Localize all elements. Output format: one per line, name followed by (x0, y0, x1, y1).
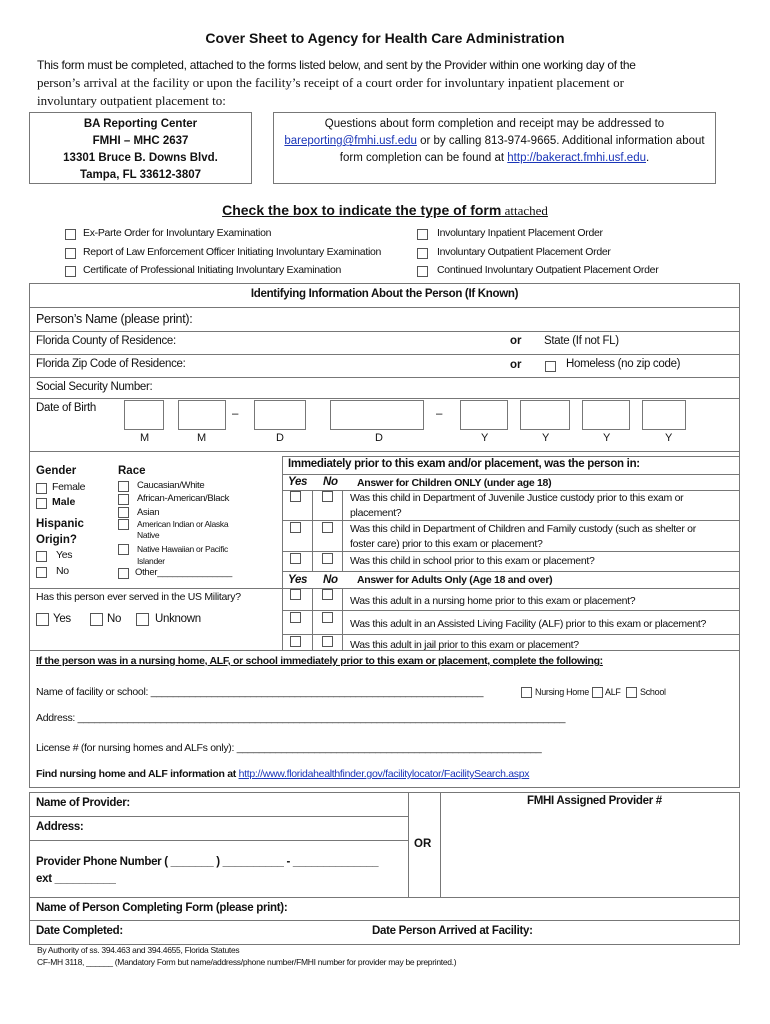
dob-letter: M (197, 432, 207, 444)
divider (282, 551, 740, 552)
dob-letter: D (276, 432, 284, 444)
gender-label: Gender (36, 465, 77, 477)
a2-question: Was this adult in an Assisted Living Facility (ALF) prior to this exam or placement? (350, 618, 707, 630)
dob-year-1[interactable] (460, 400, 508, 430)
address-lines (29, 116, 252, 184)
page-title: Cover Sheet to Agency for Health Care Administration (205, 30, 565, 46)
dob-letter: Y (665, 432, 673, 444)
military-no-label: No (107, 613, 122, 625)
a1-yes-checkbox[interactable] (290, 589, 301, 600)
dob-letter: Y (542, 432, 550, 444)
provider-ext-line: ext __________ (36, 873, 116, 885)
questions-line-2 (273, 133, 716, 150)
intro-text (37, 56, 737, 110)
divider (29, 354, 740, 355)
race-asian-checkbox[interactable] (118, 507, 129, 518)
military-yes-checkbox[interactable] (36, 613, 49, 626)
nursing-home-label: Nursing Home (535, 687, 589, 697)
divider (282, 610, 740, 611)
divider (312, 588, 313, 651)
divider (29, 920, 740, 921)
c2-line-2: foster care) prior to this exam or placement? (350, 538, 543, 550)
race-native-label (137, 519, 228, 541)
divider (29, 307, 740, 308)
or-label-provider: OR (414, 838, 432, 850)
divider (29, 331, 740, 332)
school-checkbox[interactable] (626, 687, 637, 698)
hispanic-label-1: Hispanic (36, 518, 84, 530)
race-white-label: Caucasian/White (137, 480, 205, 491)
license-line: License # (for nursing homes and ALFs only): _______________________________________________________ (36, 742, 542, 754)
nursing-home-checkbox[interactable] (521, 687, 532, 698)
race-black-checkbox[interactable] (118, 494, 129, 505)
dob-letter: Y (603, 432, 611, 444)
race-native-line-1: American Indian or Alaska (137, 519, 229, 529)
divider (282, 588, 740, 589)
race-native-line-2: Native (137, 530, 160, 540)
or-label-2: or (510, 359, 522, 371)
race-asian-label: Asian (137, 507, 160, 518)
divider (29, 377, 740, 378)
divider (282, 571, 740, 572)
dob-year-4[interactable] (642, 400, 686, 430)
race-pacific-line-2: Islander (137, 556, 165, 566)
homeless-checkbox[interactable] (545, 361, 556, 372)
questions-line-1: Questions about form completion and receipt may be addressed to (324, 118, 665, 130)
check-heading (0, 202, 770, 220)
find-line-pre: Find nursing home and ALF information at (36, 768, 239, 780)
dob-letter: D (375, 432, 383, 444)
person-section-heading: Identifying Information About the Person (If Known) (250, 288, 519, 300)
military-no-checkbox[interactable] (90, 613, 103, 626)
exparte-label: Ex-Parte Order for Involuntary Examination (83, 227, 272, 239)
a3-yes-checkbox[interactable] (290, 636, 301, 647)
school-label: School (640, 687, 666, 697)
divider (440, 792, 441, 897)
male-label: Male (52, 496, 76, 508)
provider-section-frame (29, 792, 740, 945)
dob-day-2[interactable] (330, 400, 424, 430)
adults-no-header: No (323, 574, 338, 586)
divider (408, 792, 409, 897)
a1-no-checkbox[interactable] (322, 589, 333, 600)
bakeract-link[interactable]: http://bakeract.fmhi.usf.edu (507, 152, 646, 164)
divider (282, 634, 740, 635)
race-pacific-checkbox[interactable] (118, 544, 129, 555)
dob-month-2[interactable] (178, 400, 226, 430)
ssn-label: Social Security Number: (36, 381, 153, 393)
male-checkbox[interactable] (36, 498, 47, 509)
outpatient-label: Involuntary Outpatient Placement Order (437, 246, 611, 258)
completer-label: Name of Person Completing Form (please print): (36, 902, 288, 914)
a3-question: Was this adult in jail prior to this exam or placement? (350, 639, 579, 651)
facility-heading: If the person was in a nursing home, ALF, or school immediately prior to this exam or placement, complete the following: (36, 655, 603, 667)
female-checkbox[interactable] (36, 483, 47, 494)
address-line-1: BA Reporting Center (83, 118, 198, 130)
alf-checkbox[interactable] (592, 687, 603, 698)
military-yes-label: Yes (53, 613, 71, 625)
a3-no-checkbox[interactable] (322, 636, 333, 647)
race-other-label: Other_______________ (135, 567, 233, 578)
a2-no-checkbox[interactable] (322, 612, 333, 623)
county-label: Florida County of Residence: (36, 335, 176, 347)
divider (342, 490, 343, 572)
adults-yes-header: Yes (288, 574, 308, 586)
address-line-3: 13301 Bruce B. Downs Blvd. (63, 152, 218, 164)
military-unknown-label: Unknown (155, 613, 201, 625)
c3-no-checkbox[interactable] (322, 553, 333, 564)
intro-line-3: involuntary outpatient placement to: (37, 93, 226, 108)
divider (29, 588, 282, 589)
dob-month-1[interactable] (124, 400, 164, 430)
dob-label: Date of Birth (36, 402, 97, 414)
a1-question: Was this adult in a nursing home prior to this exam or placement? (350, 595, 636, 607)
state-label: State (If not FL) (544, 335, 619, 347)
certificate-checkbox[interactable] (65, 266, 76, 277)
questions-line-2-rest: or by calling 813-974-9665. Additional information about (416, 135, 705, 147)
address-line-2: FMHI – MHC 2637 (92, 135, 189, 147)
race-pacific-label (137, 543, 228, 567)
law-enforcement-label: Report of Law Enforcement Officer Initiating Involuntary Examination (83, 246, 382, 258)
race-label: Race (118, 465, 146, 477)
inpatient-label: Involuntary Inpatient Placement Order (437, 227, 603, 239)
date-arrived-label: Date Person Arrived at Facility: (372, 925, 533, 937)
c2-yes-checkbox[interactable] (290, 522, 301, 533)
divider (282, 474, 740, 475)
exparte-checkbox[interactable] (65, 229, 76, 240)
hispanic-no-checkbox[interactable] (36, 567, 47, 578)
dob-letter: Y (481, 432, 489, 444)
dob-letter: M (140, 432, 150, 444)
continued-outpatient-checkbox[interactable] (417, 266, 428, 277)
questions-line-3 (273, 150, 716, 167)
adults-heading: Answer for Adults Only (Age 18 and over) (357, 574, 553, 586)
person-name-label: Person’s Name (please print): (36, 312, 193, 326)
find-line (36, 768, 529, 780)
c2-no-checkbox[interactable] (322, 522, 333, 533)
or-label-1: or (510, 335, 522, 347)
military-unknown-checkbox[interactable] (136, 613, 149, 626)
law-enforcement-checkbox[interactable] (65, 248, 76, 259)
divider (29, 897, 740, 898)
hispanic-label-2: Origin? (36, 534, 77, 546)
inpatient-checkbox[interactable] (417, 229, 428, 240)
address-line-4: Tampa, FL 33612-3807 (79, 169, 202, 181)
dob-dash-1: – (232, 408, 239, 420)
footer-authority: By Authority of ss. 394.463 and 394.4655, Florida Statutes (37, 945, 240, 955)
questions-line-3-post: . (646, 152, 650, 164)
a2-yes-checkbox[interactable] (290, 612, 301, 623)
c2-line-1: Was this child in Department of Children and Family custody (such as shelter or (350, 523, 696, 535)
c1-question (350, 491, 683, 521)
alf-label: ALF (605, 687, 621, 697)
c1-no-checkbox[interactable] (322, 491, 333, 502)
children-yes-header: Yes (288, 476, 308, 488)
footer-form-number: CF-MH 3118, ______ (Mandatory Form but name/address/phone number/FMHI number for provider may be preprinted.) (37, 957, 457, 967)
homeless-label: Homeless (no zip code) (566, 358, 681, 370)
c1-yes-checkbox[interactable] (290, 491, 301, 502)
questions-line-3-pre: form completion can be found at (339, 152, 508, 164)
race-black-label: African-American/Black (137, 493, 230, 504)
divider (29, 840, 408, 841)
dob-day-1[interactable] (254, 400, 306, 430)
questions-text (273, 116, 716, 167)
intro-line-1: This form must be completed, attached to the forms listed below, and sent by the Provider within one working day of the (37, 58, 636, 72)
prior-section-heading: Immediately prior to this exam and/or placement, was the person in: (288, 458, 640, 470)
fmhi-provider-label: FMHI Assigned Provider # (527, 795, 662, 807)
healthfinder-link[interactable]: http://www.floridahealthfinder.gov/facilitylocator/FacilitySearch.aspx (238, 768, 530, 780)
divider (312, 490, 313, 572)
outpatient-checkbox[interactable] (417, 248, 428, 259)
hispanic-yes-checkbox[interactable] (36, 551, 47, 562)
provider-name-label: Name of Provider: (36, 797, 130, 809)
provider-address-label: Address: (36, 821, 84, 833)
check-heading-rest: attached (501, 203, 548, 218)
divider (29, 451, 740, 452)
c1-line-2: placement? (350, 507, 402, 519)
race-other-checkbox[interactable] (118, 568, 129, 579)
email-link[interactable]: bareporting@fmhi.usf.edu (284, 135, 417, 147)
divider (282, 520, 740, 521)
children-heading: Answer for Children ONLY (under age 18) (357, 477, 552, 489)
c3-question: Was this child in school prior to this exam or placement? (350, 555, 595, 567)
check-heading-bold: Check the box to indicate the type of form (222, 202, 502, 218)
intro-line-2: person’s arrival at the facility or upon the facility’s receipt of a court order for involuntary inpatient placement or (37, 75, 624, 90)
divider (29, 398, 740, 399)
c2-question (350, 522, 696, 552)
dob-year-3[interactable] (582, 400, 630, 430)
facility-name-line: Name of facility or school: ____________________________________________________________ (36, 686, 484, 698)
female-label: Female (52, 481, 86, 493)
military-question: Has this person ever served in the US Military? (36, 591, 241, 603)
divider (29, 816, 408, 817)
hispanic-yes-label: Yes (56, 549, 73, 561)
date-completed-label: Date Completed: (36, 925, 123, 937)
divider (342, 588, 343, 651)
zip-label: Florida Zip Code of Residence: (36, 358, 186, 370)
provider-phone-line: Provider Phone Number ( _______ ) __________ - ______________ (36, 856, 379, 868)
children-no-header: No (323, 476, 338, 488)
dob-dash-2: – (436, 408, 443, 420)
continued-outpatient-label: Continued Involuntary Outpatient Placement Order (437, 264, 659, 276)
race-white-checkbox[interactable] (118, 481, 129, 492)
race-native-checkbox[interactable] (118, 519, 129, 530)
hispanic-no-label: No (56, 565, 69, 577)
race-pacific-line-1: Native Hawaiian or Pacific (137, 544, 228, 554)
dob-year-2[interactable] (520, 400, 570, 430)
facility-address-line: Address: ________________________________________________________________________________________ (36, 712, 566, 724)
c3-yes-checkbox[interactable] (290, 553, 301, 564)
c1-line-1: Was this child in Department of Juvenile Justice custody prior to this exam or (350, 492, 684, 504)
certificate-label: Certificate of Professional Initiating Involuntary Examination (83, 264, 342, 276)
